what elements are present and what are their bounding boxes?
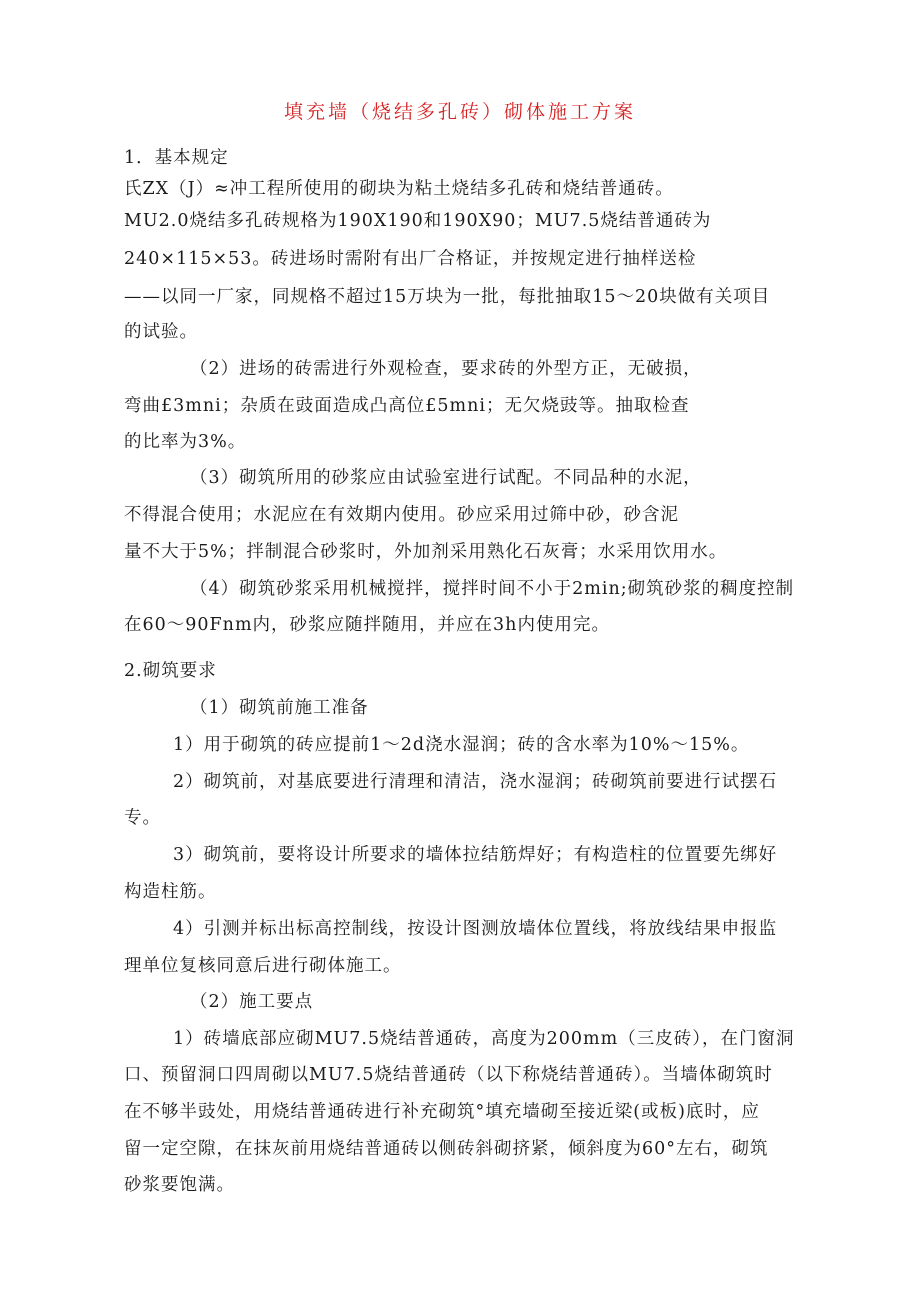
paragraph-line: 砂浆要饱满。 [124, 1175, 235, 1195]
paragraph-line: （3）砌筑所用的砂浆应由试验室进行试配。不同品种的水泥， [190, 468, 702, 488]
paragraph-line: （2）进场的砖需进行外观检查，要求砖的外型方正，无破损， [190, 359, 702, 379]
paragraph-line: 弯曲£3mni；杂质在豉面造成凸高位£5mni；无欠烧豉等。抽取检查 [124, 396, 690, 416]
paragraph-line: 理单位复核同意后进行砌体施工。 [124, 956, 402, 976]
paragraph-line: 在不够半豉处，用烧结普通砖进行补充砌筑°填充墙砌至接近梁(或板)底时，应 [124, 1102, 760, 1122]
paragraph-line: 量不大于5%；拌制混合砂浆时，外加剂采用熟化石灰膏；水采用饮用水。 [124, 542, 728, 562]
subsection-heading: （2）施工要点 [190, 992, 314, 1012]
paragraph-line: 1）用于砌筑的砖应提前1～2d浇水湿润；砖的含水率为10%～15%。 [173, 735, 750, 755]
paragraph-line: 留一定空隙，在抹灰前用烧结普通砖以侧砖斜砌挤紧，倾斜度为60°左右，砌筑 [124, 1139, 769, 1159]
paragraph-line: 在60～90Fnm内，砂浆应随拌随用，并应在3h内使用完。 [124, 615, 610, 635]
paragraph-line: 氏ZX（J）≈冲工程所使用的砌块为粘土烧结多孔砖和烧结普通砖。 [124, 179, 674, 199]
paragraph-line: 口、预留洞口四周砌以MU7.5烧结普通砖（以下称烧结普通砖）。当墙体砌筑时 [124, 1065, 773, 1085]
paragraph-line: 4）引测并标出标高控制线，按设计图测放墙体位置线，将放线结果申报监 [173, 919, 778, 939]
paragraph-line: 3）砌筑前，要将设计所要求的墙体拉结筋焊好；有构造柱的位置要先绑好 [173, 845, 778, 865]
paragraph-line: 1）砖墙底部应砌MU7.5烧结普通砖，高度为200mm（三皮砖），在门窗洞 [173, 1029, 795, 1049]
paragraph-line: 2）砌筑前，对基底要进行清理和清洁，浇水湿润；砖砌筑前要进行试摆石 [173, 772, 778, 792]
section-heading: 1．基本规定 [124, 148, 229, 168]
paragraph-line: （4）砌筑砂浆采用机械搅拌，搅拌时间不小于2min;砌筑砂浆的稠度控制 [190, 579, 795, 599]
paragraph-line: 专。 [124, 808, 161, 828]
paragraph-line: 的试验。 [124, 322, 198, 342]
paragraph-line: 的比率为3%。 [124, 432, 247, 452]
paragraph-line: ——以同一厂家，同规格不超过15万块为一批，每批抽取15～20块做有关项目 [124, 287, 771, 307]
paragraph-line: 240×115×53。砖进场时需附有出厂合格证，并按规定进行抽样送检 [124, 249, 697, 269]
section-heading: 2.砌筑要求 [124, 661, 217, 681]
paragraph-line: 不得混合使用；水泥应在有效期内使用。砂应采用过筛中砂，砂含泥 [124, 505, 679, 525]
subsection-heading: （1）砌筑前施工准备 [190, 698, 369, 718]
document-title: 填充墙（烧结多孔砖）砌体施工方案 [283, 101, 636, 123]
paragraph-line: MU2.0烧结多孔砖规格为190X190和190X90；MU7.5烧结普通砖为 [124, 211, 712, 231]
paragraph-line: 构造柱筋。 [124, 882, 217, 902]
